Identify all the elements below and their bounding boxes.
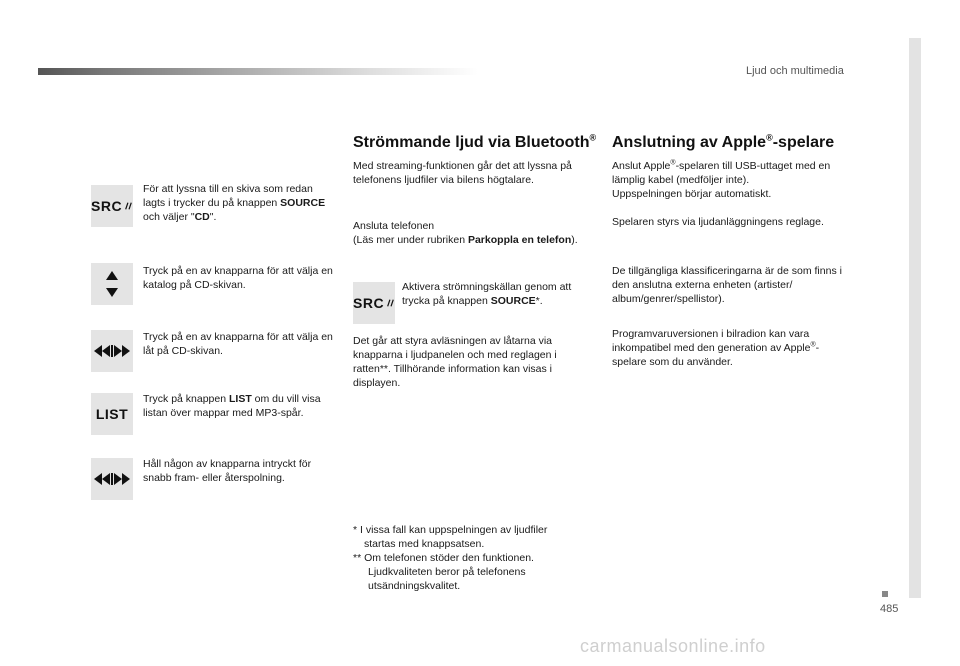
apple-connect-text: Anslut Apple®-spelaren till USB-uttaget med en lämplig kabel (medföljer inte). Uppspelningen börjar automatiskt. (612, 159, 831, 200)
left-text-5: Håll någon av knapparna intryckt för snabb fram- eller återspolning. (143, 458, 312, 484)
apple-heading: Anslutning av Apple®-spelare (612, 132, 835, 151)
bluetooth-intro: Med streaming-funktionen går det att lyssna på telefonens ljudfiler via bilens högtalare. (353, 160, 572, 186)
left-text-4: Tryck på knappen LIST om du vill visa listan över mappar med MP3-spår. (143, 393, 321, 419)
footnote-1: * I vissa fall kan uppspelningen av ljudfiler startas med knappsatsen. (353, 524, 548, 550)
src-phone-icon: SRC (353, 282, 395, 324)
section-title: Ljud och multimedia (746, 65, 844, 77)
bluetooth-heading: Strömmande ljud via Bluetooth® (353, 132, 597, 151)
apple-controls-text: Spelaren styrs via ljudanläggningens reglage. (612, 216, 824, 228)
left-text-3: Tryck på en av knapparna för att välja en låt på CD-skivan. (143, 331, 333, 357)
apple-classifications-text: De tillgängliga klassificeringarna är de som finns i den anslutna externa enheten (artister/ album/genrer/spellistor). (612, 265, 842, 305)
src-phone-icon: SRC (91, 185, 133, 227)
apple-software-text: Programvaruversionen i bilradion kan vara inkompatibel med den generation av Apple®-spelare som du använder. (612, 328, 820, 368)
watermark: carmanualsonline.info (580, 636, 766, 656)
list-button-icon: LIST (91, 393, 133, 435)
playback-control-text: Det går att styra avläsningen av låtarna via knapparna i ljudpanelen och med reglagen i ratten**. Tillhörande information kan visas i displayen. (353, 335, 557, 389)
footnote-2: ** Om telefonen stöder den funktionen. Ljudkvaliteten beror på telefonens utsändningskvalitet. (353, 552, 534, 592)
page-edge-strip (909, 38, 921, 598)
prev-next-icon (91, 330, 133, 372)
up-down-arrows-icon (91, 263, 133, 305)
connect-phone-text: Ansluta telefonen (Läs mer under rubriken Parkoppla en telefon). (353, 220, 578, 246)
left-text-1: För att lyssna till en skiva som redan lagts i trycker du på knappen SOURCE och väljer "CD". (143, 183, 326, 223)
header-gradient-bar (38, 68, 478, 75)
page-marker (882, 591, 888, 597)
page-number: 485 (880, 603, 899, 615)
prev-next-icon (91, 458, 133, 500)
activate-source-text: Aktivera strömningskällan genom att trycka på knappen SOURCE*. (402, 281, 572, 307)
left-text-2: Tryck på en av knapparna för att välja en katalog på CD-skivan. (143, 265, 333, 291)
